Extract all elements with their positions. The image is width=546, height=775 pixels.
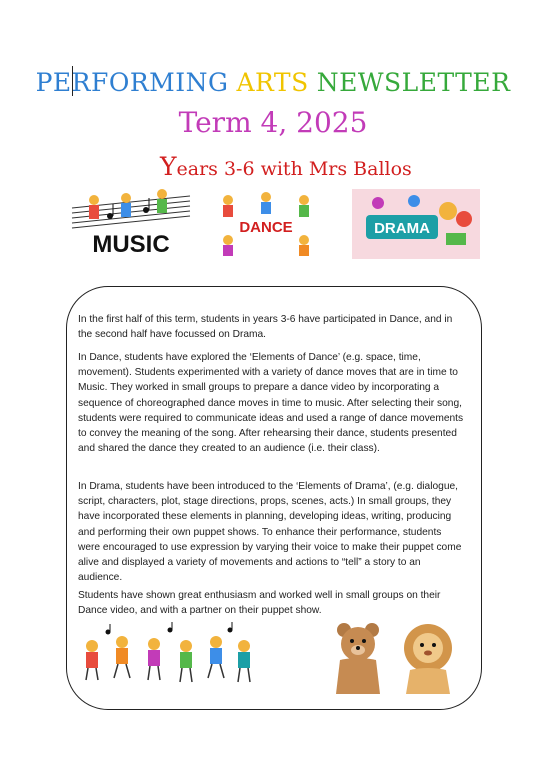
paragraph-intro: In the first half of this term, students in years 3-6 have participated in Dance, and in the second half have focussed on Drama.	[78, 314, 453, 341]
dance-image-label: DANCE	[239, 219, 293, 236]
tagline	[160, 152, 412, 181]
dancing-kids-image	[78, 622, 262, 690]
paragraph-summary: Students have shown great enthusiasm and worked well in small groups on their Dance video, and with a partner on their puppet show.	[78, 590, 441, 617]
paragraph-dance: In Dance, students have explored the ‘Elements of Dance’ (e.g. space, time, movement). Students experimented with a variety of dance moves that are in time to Music. They worked in small groups to prepare a dance video by incorporating a sequence of choreographed dance moves in time to music. After selecting their song, students were required to communicate ideas and used a range of dance movements to convey the meaning of the song. After rehearsing their dance, students presented and shared the dance they created to an audience (i.e. their class).	[78, 352, 464, 455]
term-heading: Term 4, 2025	[178, 106, 368, 139]
title-word-performing: PERFORMING	[35, 68, 229, 97]
puppets-image	[326, 622, 466, 696]
music-image	[66, 186, 196, 262]
drama-image-label: DRAMA	[374, 220, 430, 237]
lion-puppet	[404, 624, 452, 694]
tagline-initial: Y	[160, 152, 177, 181]
music-image-label: MUSIC	[92, 231, 170, 258]
dance-image	[210, 190, 322, 258]
paragraph-drama: In Drama, students have been introduced to the ‘Elements of Drama’, (e.g. dialogue, script, characters, plot, stage directions, props, scenes, acts.) In small groups, they have incorporated these elements in planning, developing ideas, writing, producing and performing their own puppet shows. To enhance their performance, students were encouraged to use expression by varying their voice to make their puppet come alive and displayed a variety of movements and actions to “tell” a story to an audience.	[78, 481, 462, 584]
bear-puppet	[336, 623, 380, 694]
title-word-arts: ARTS	[236, 68, 309, 97]
title-word-newsletter: NEWSLETTER	[316, 68, 511, 97]
newsletter-title	[0, 68, 546, 97]
drama-image	[352, 189, 480, 259]
tagline-text: ears 3-6 with Mrs Ballos	[176, 158, 412, 180]
